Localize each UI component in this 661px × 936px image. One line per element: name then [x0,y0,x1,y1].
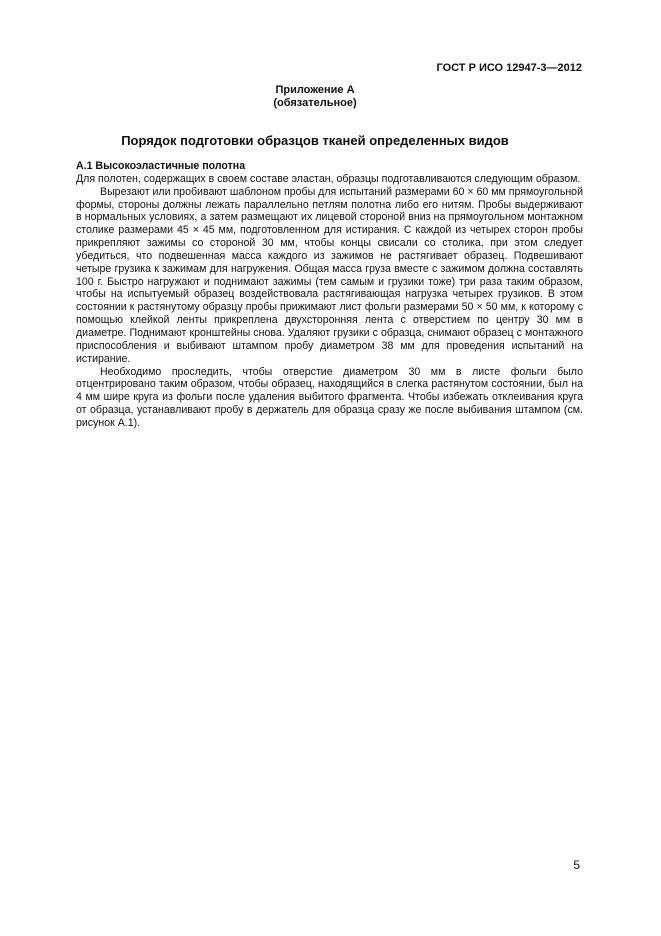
subsection-title: А.1 Высокоэластичные полотна [76,160,246,172]
paragraph-3-text: Необходимо проследить, чтобы отверстие диаметром 30 мм в листе фольги было отцентрировано таким образом, чтобы образец, находящийся в слегка растянутом состоянии, был на 4 мм шире круга из фольги после удаления выбитого фрагмента. Чтобы избежать отклеивания круга от образца, устанавливают пробу в держатель для образца сразу же после выбивания штампом (см. рисунок А.1). [76,365,583,429]
appendix-title: Приложение А [275,84,355,96]
paragraph-2 [76,186,583,366]
document-code: ГОСТ Р ИСО 12947-3—2012 [436,62,582,74]
appendix-status: (обязательное) [273,97,357,109]
document-body [76,160,583,430]
paragraph-3 [76,366,583,430]
paragraph-1 [76,173,583,186]
paragraph-2-text: Вырезают или пробивают шаблоном пробы для испытаний размерами 60 × 60 мм прямоугольной формы, стороны должны лежать параллельно петлям полотна либо его нитям. Пробы выдерживают в нормальных условиях, а затем размещают их лицевой стороной вниз на прямоугольном монтажном столике размерами 45 × 45 мм, подготовленном для истирания. С каждой из четырех сторон пробы прикрепляют зажимы со стороной 30 мм, чтобы концы свисали со столика, при этом следует убедиться, что подвешенная масса каждого из зажимов не растягивает образец. Подвешивают четыре грузика к зажимам для нагружения. Общая масса груза вместе с зажимом должна составлять 100 г. Быстро нагружают и поднимают зажимы (тем самым и грузики тоже) три раза таким образом, чтобы на испытуемый образец воздействовала растягивающая нагрузка четырех грузиков. В этом состоянии к растянутому образцу пробы прижимают лист фольги размерами 50 × 50 мм, к которому с помощью клейкой ленты прикреплена двухсторонняя лента с отверстием по центру 30 мм в диаметре. Поднимают кронштейны снова. Удаляют грузики с образца, снимают образец с монтажного приспособления и выбивают штампом пробу диаметром 38 мм для проведения испытаний на истирание. [76,185,583,365]
paragraph-1-text: Для полотен, содержащих в своем составе эластан, образцы подготавливаются следующим образом. [76,172,581,185]
page-number: 5 [573,858,580,872]
section-heading: Порядок подготовки образцов тканей определенных видов [121,133,509,148]
